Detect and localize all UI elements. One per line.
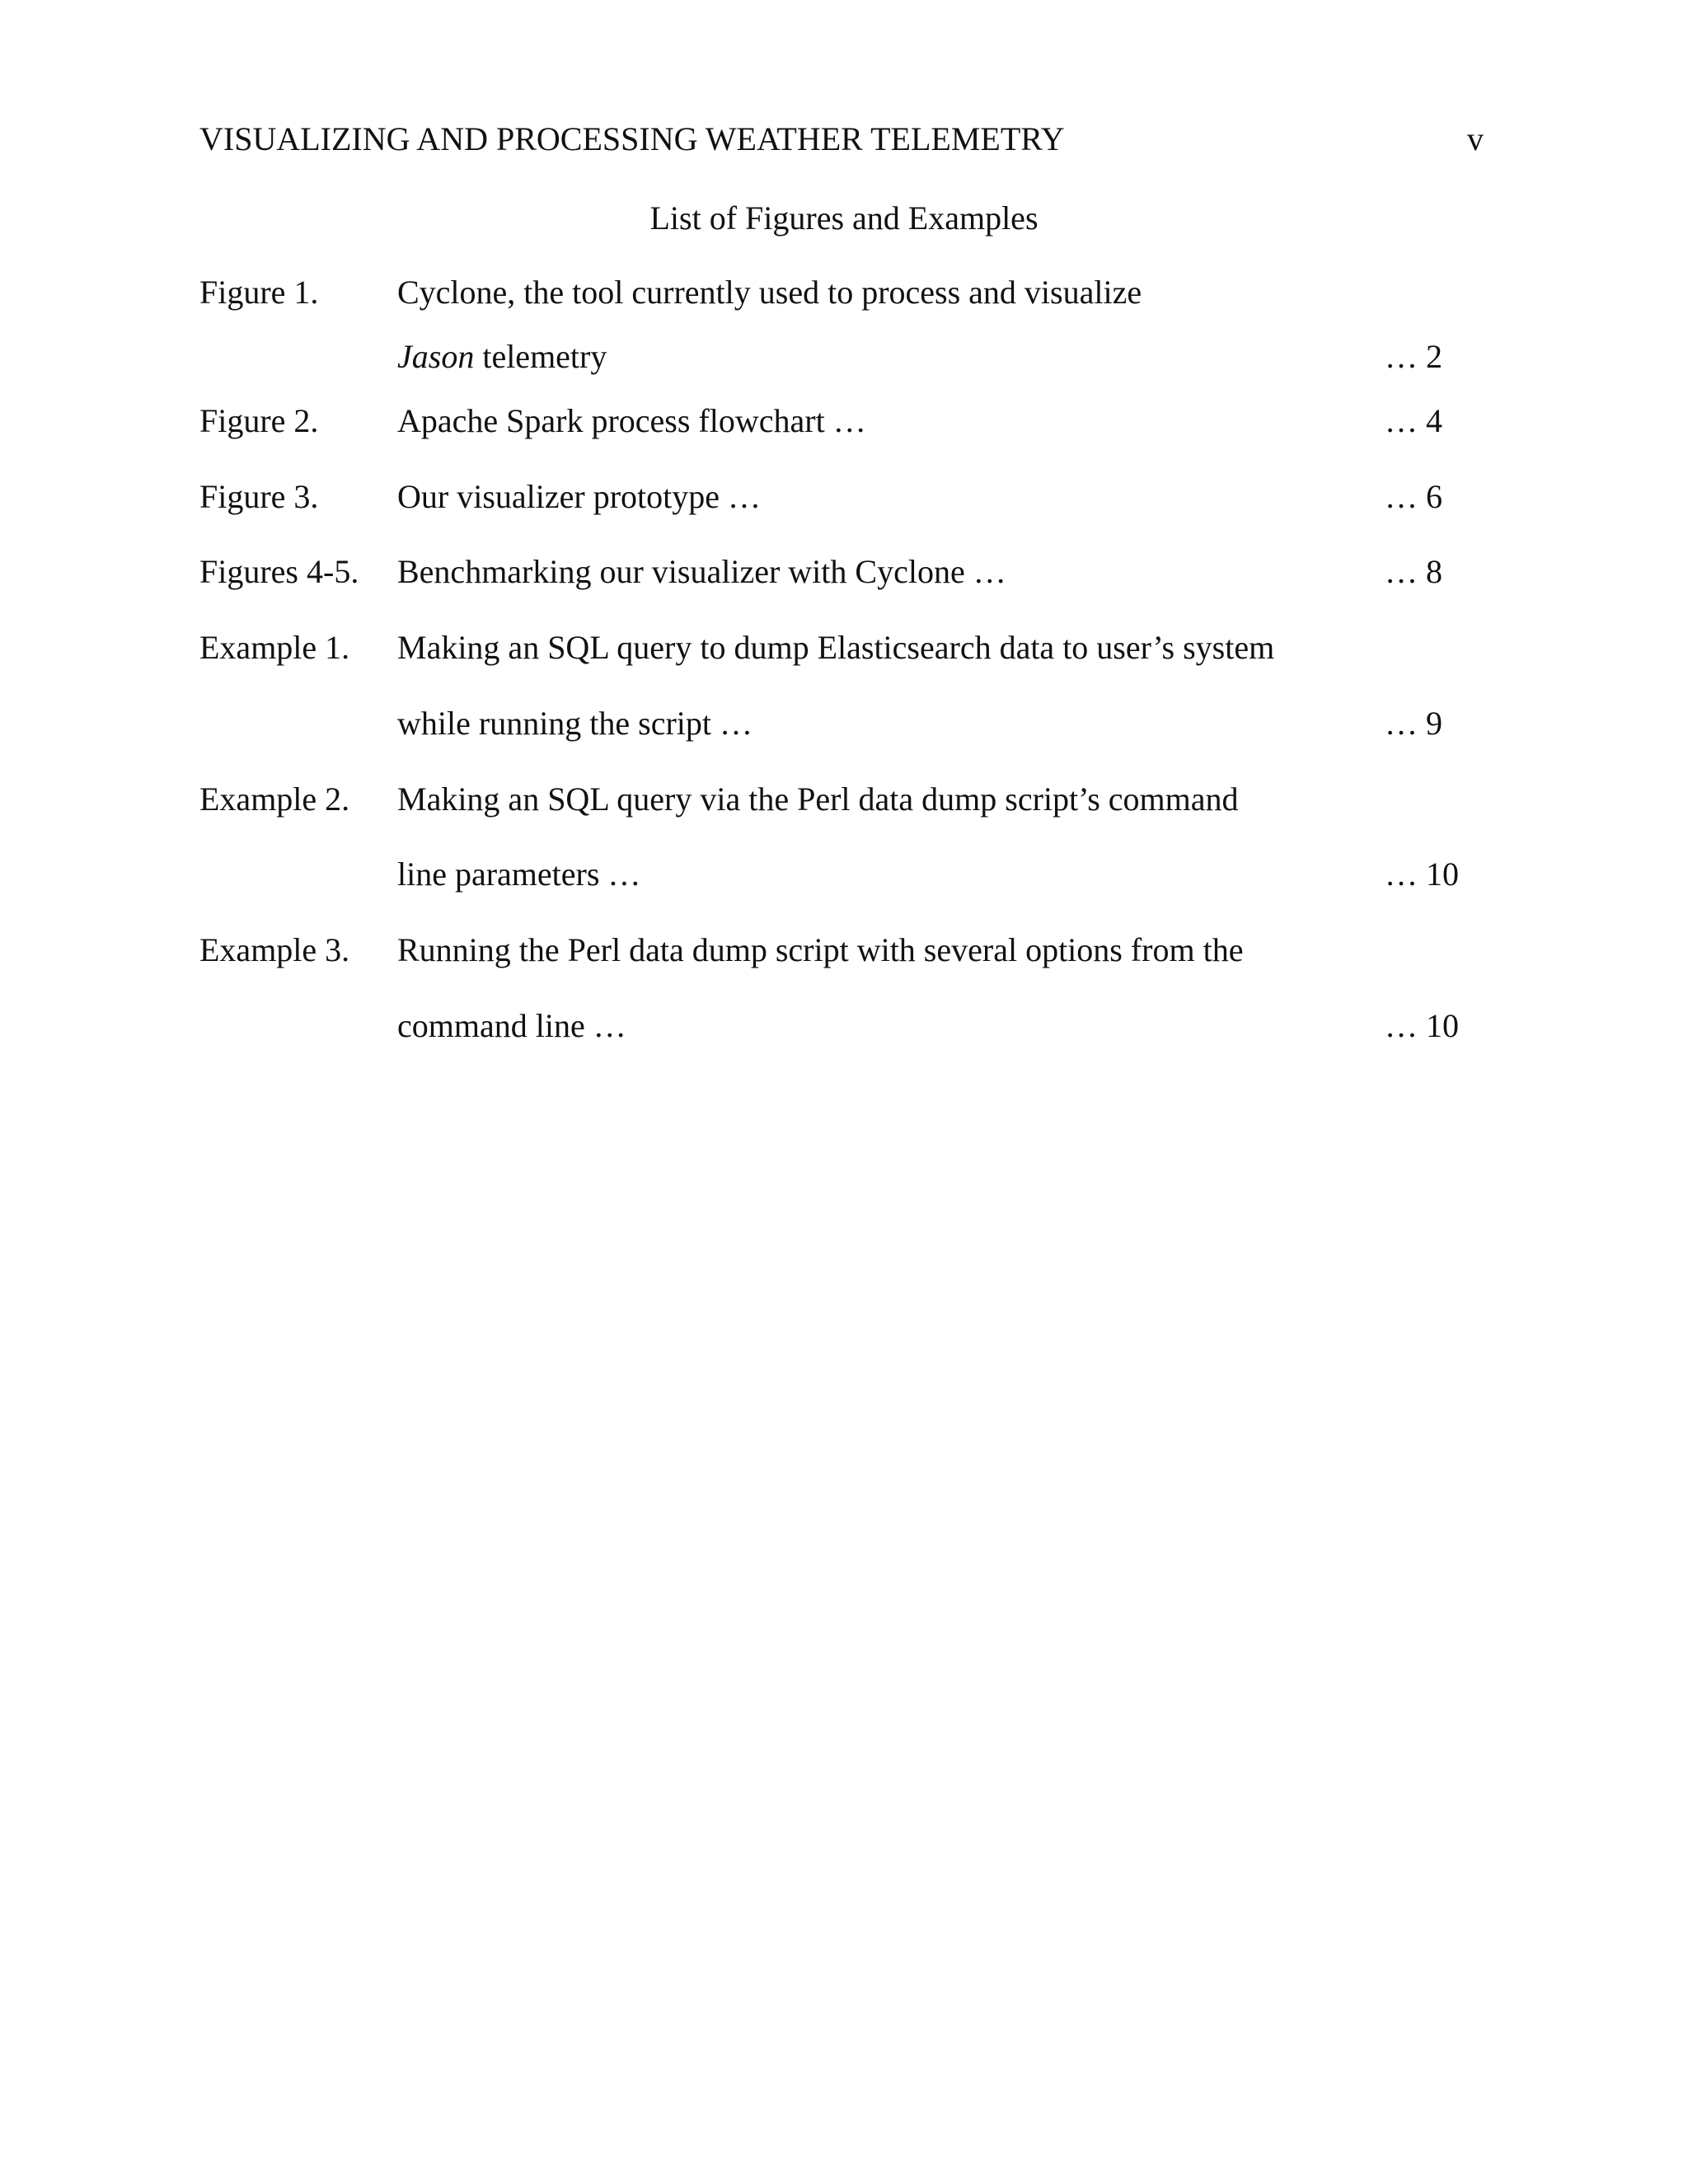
entry-description: Benchmarking our visualizer with Cyclone … (397, 553, 1006, 590)
entry-description: Making an SQL query to dump Elasticsearch data to user’s system (397, 629, 1275, 666)
entry-label: Example 2. (199, 780, 350, 818)
running-head: VISUALIZING AND PROCESSING WEATHER TELEMETRY (199, 120, 1065, 157)
entry-page: … 4 (1385, 402, 1442, 439)
entry-label: Figures 4-5. (199, 553, 359, 590)
entry-label: Figure 1. (199, 274, 319, 311)
entry-description: Our visualizer prototype … (397, 478, 761, 515)
entry-label: Figure 2. (199, 402, 319, 439)
entry-page: … 6 (1385, 478, 1442, 515)
page-number: v (1467, 120, 1484, 157)
entry-description-tail: telemetry (474, 338, 607, 375)
entry-description-continued: while running the script … (397, 705, 753, 742)
entry-description: Cyclone, the tool currently used to process and visualize (397, 274, 1142, 311)
entry-description: Apache Spark process flowchart … (397, 402, 866, 439)
entry-description-continued (397, 337, 607, 377)
entry-page: … 8 (1385, 553, 1442, 590)
entry-label: Example 3. (199, 931, 350, 968)
entry-page: … 9 (1385, 705, 1442, 742)
entry-description-continued: line parameters … (397, 855, 641, 893)
entry-description: Running the Perl data dump script with several options from the (397, 931, 1244, 968)
entry-page: … 10 (1385, 1007, 1459, 1044)
entry-label: Example 1. (199, 629, 350, 666)
entry-label: Figure 3. (199, 478, 319, 515)
entry-description-continued: command line … (397, 1007, 626, 1044)
entry-page: … 10 (1385, 855, 1459, 893)
entry-italic-term: Jason (397, 338, 475, 375)
entry-description: Making an SQL query via the Perl data dump script’s command (397, 780, 1239, 818)
page-title: List of Figures and Examples (649, 199, 1039, 237)
entry-page: … 2 (1385, 338, 1442, 375)
